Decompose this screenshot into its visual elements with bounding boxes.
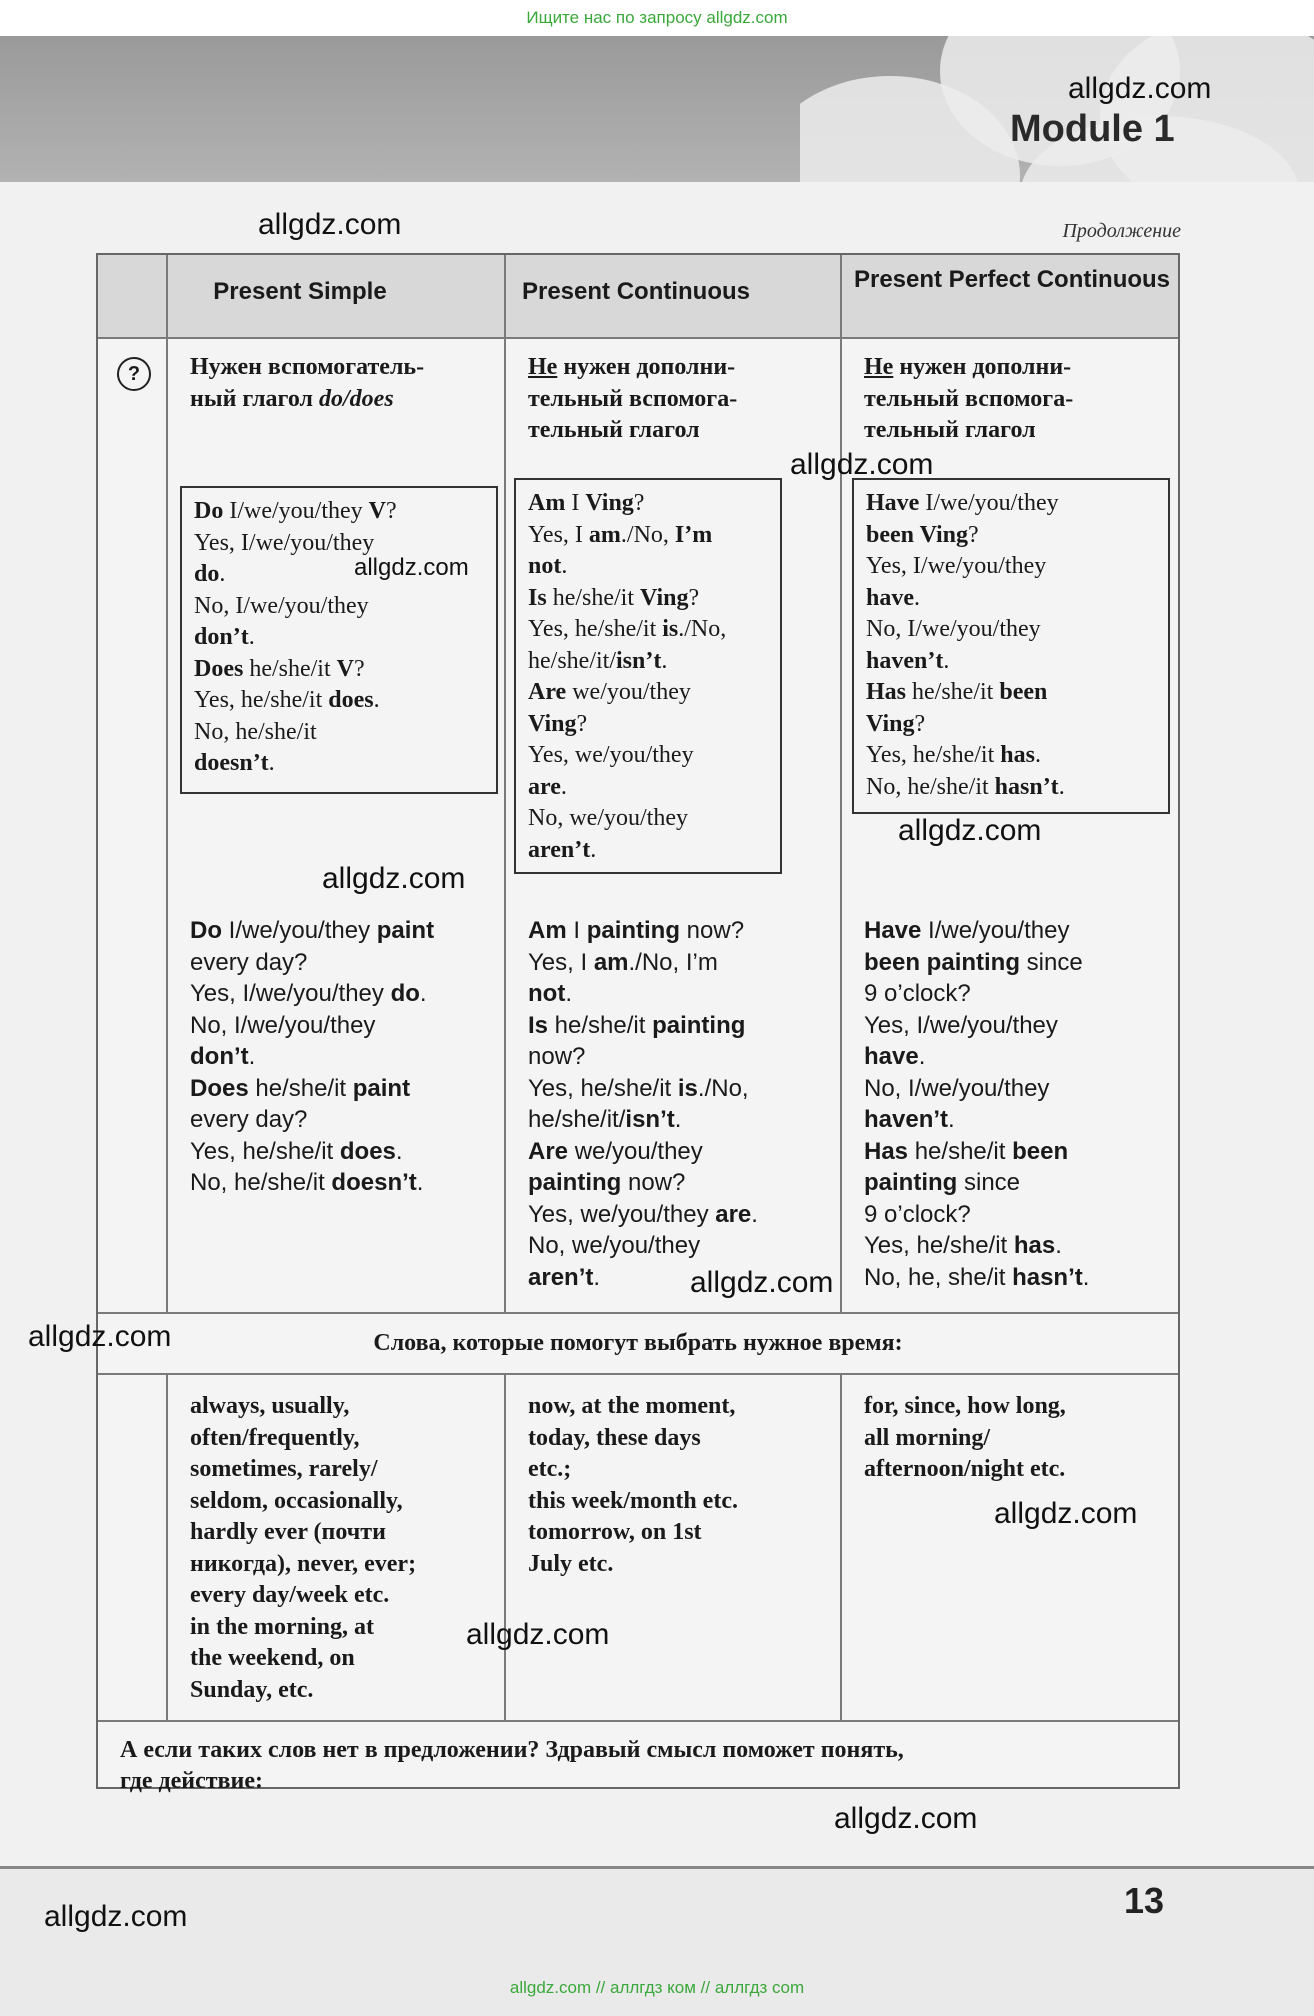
formula-perfect: Have I/we/you/they been Ving? Yes, I/we/you/they have. No, I/we/you/they haven’t. Has he/she/it been Ving? Yes, he/she/it has. No, he/she/it hasn’t. xyxy=(866,490,1065,800)
continued-label: Продолжение xyxy=(1062,220,1181,242)
words-perfect: for, since, how long, all morning/ afternoon/night etc. xyxy=(864,1393,1066,1482)
top-search-link[interactable]: Ищите нас по запросу allgdz.com xyxy=(526,8,788,27)
words-simple: always, usually, often/frequently, sometimes, rarely/ seldom, occasionally, hardly ever (почти никогда), never, ever; every day/week etc. in the morning, at the weekend, on Sunday, etc. xyxy=(190,1393,417,1703)
header-present-simple: Present Simple xyxy=(213,278,387,305)
module-title: Module 1 xyxy=(1010,108,1175,150)
words-continuous: now, at the moment, today, these days etc.; this week/month etc. tomorrow, on 1st July etc. xyxy=(528,1393,738,1577)
words-title: Слова, которые помогут выбрать нужное время: xyxy=(373,1330,903,1356)
aux-note-perfect: Не нужен дополни- тельный вспомога- тельный глагол xyxy=(864,354,1074,443)
watermark: allgdz.com xyxy=(994,1497,1138,1530)
formula-continuous: Am I Ving? Yes, I am./No, I’m not. Is he/she/it Ving? Yes, he/she/it is./No, he/she/it/isn’t. Are we/you/they Ving? Yes, we/you/they are. No, we/you/they aren’t. xyxy=(528,490,727,863)
watermark: allgdz.com xyxy=(258,208,402,241)
page-number: 13 xyxy=(1124,1880,1165,1921)
watermark: allgdz.com xyxy=(354,554,469,581)
top-banner xyxy=(0,0,1314,36)
formula-box-simple xyxy=(180,486,498,794)
watermark: allgdz.com xyxy=(898,814,1042,847)
bottom-links[interactable]: allgdz.com // аллгдз ком // аллгдз com xyxy=(509,1978,805,1997)
footer-question: А если таких слов нет в предложении? Здравый смысл поможет понять, где действие: xyxy=(120,1737,904,1794)
watermark: allgdz.com xyxy=(790,448,934,481)
watermark: allgdz.com xyxy=(690,1266,834,1299)
watermark: allgdz.com xyxy=(322,862,466,895)
watermark: allgdz.com xyxy=(834,1802,978,1835)
header-present-perfect-continuous: Present Perfect Continuous xyxy=(853,266,1171,293)
watermark: allgdz.com xyxy=(466,1618,610,1651)
formula-box-continuous xyxy=(514,478,782,874)
watermark: allgdz.com xyxy=(1068,72,1212,105)
aux-note-simple: Нужен вспомогатель- ный глагол do/does xyxy=(190,354,425,412)
question-icon: ? xyxy=(117,357,151,391)
example-simple: Do I/we/you/they paint every day? Yes, I/we/you/they do. No, I/we/you/they don’t. Does he/she/it paint every day? Yes, he/she/it does. No, he/she/it doesn’t. xyxy=(190,917,435,1196)
formula-simple: Do I/we/you/they V? Yes, I/we/you/they do. No, I/we/you/they don’t. Does he/she/it V? Yes, he/she/it does. No, he/she/it doesn’t. xyxy=(194,498,397,776)
grammar-table xyxy=(96,253,1180,1794)
watermark: allgdz.com xyxy=(44,1900,188,1933)
header-present-continuous: Present Continuous xyxy=(521,278,750,305)
aux-note-continuous: Не нужен дополни- тельный вспомога- тельный глагол xyxy=(528,354,738,443)
watermark: allgdz.com xyxy=(28,1320,172,1353)
example-continuous: Am I painting now? Yes, I am./No, I’m not. Is he/she/it painting now? Yes, he/she/it is./No, he/she/it/isn’t. Are we/you/they painting now? Yes, we/you/they are. No, we/you/they aren’t. xyxy=(528,917,758,1291)
example-perfect: Have I/we/you/they been painting since 9 o’clock? Yes, I/we/you/they have. No, I/we/you/they haven’t. Has he/she/it been painting since 9 o’clock? Yes, he/she/it has. No, he, she/it hasn’t. xyxy=(864,917,1090,1291)
formula-box-perfect xyxy=(852,478,1170,814)
